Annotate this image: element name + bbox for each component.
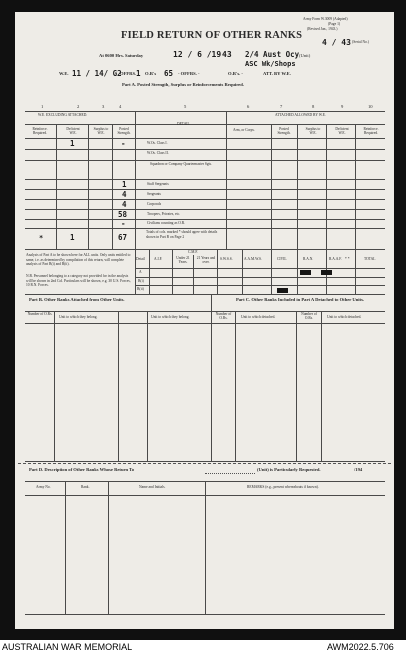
deficient-value: 1 bbox=[70, 233, 75, 242]
posted-value: - bbox=[121, 219, 126, 228]
serial-number: 4 / 43 bbox=[322, 38, 351, 47]
table-rule bbox=[25, 111, 385, 112]
head-deficient: Deficient W.E. bbox=[66, 127, 80, 135]
analysis-head-total: TOTAL bbox=[364, 257, 376, 261]
analysis-head-detail: Detail bbox=[136, 257, 145, 261]
head-reinforce-att: Reinforce. Required. bbox=[363, 127, 379, 135]
section-col-rule bbox=[296, 311, 297, 461]
ors-label: O.R's bbox=[145, 71, 157, 76]
table-rule bbox=[25, 124, 385, 125]
form-title: FIELD RETURN OF OTHER RANKS bbox=[121, 30, 303, 41]
posted-value: - bbox=[121, 139, 126, 148]
analysis-head-swss: S.W.S.S. bbox=[220, 257, 233, 261]
part-c-col-number: Number of O.Rs. bbox=[215, 312, 232, 320]
row-rule bbox=[25, 189, 385, 190]
part-c-col-unit: Unit to which detached. bbox=[241, 315, 276, 319]
perforation-line bbox=[18, 463, 391, 464]
row-detail: Squadron or Company Quartermaster Sgts. bbox=[150, 162, 212, 166]
head-surplus-att: Surplus to W.E. bbox=[305, 127, 321, 135]
section-col-rule bbox=[54, 311, 55, 461]
analysis-head-raaf: R.A.A.F. bbox=[329, 257, 342, 261]
row-detail: W.Os. Class II. bbox=[147, 151, 169, 155]
part-b-col-unit-2: Unit to which they belong. bbox=[151, 315, 190, 319]
return-date: 12 / 6 /19 bbox=[173, 50, 222, 59]
row-rule bbox=[25, 179, 385, 180]
row-rule bbox=[25, 249, 385, 250]
section-rule bbox=[25, 323, 385, 324]
head-reinforce: Reinforce. Required. bbox=[32, 127, 48, 135]
analysis-col-rule bbox=[217, 249, 218, 294]
row-detail: Civilians counting as O.R. bbox=[147, 221, 186, 225]
archive-reference: AWM2022.5.706 bbox=[327, 642, 394, 652]
archive-name: AUSTRALIAN WAR MEMORIAL bbox=[2, 642, 133, 652]
head-surplus: Surplus to W.E. bbox=[93, 127, 109, 135]
ors-value: 65 bbox=[164, 69, 174, 78]
analysis-head-cmf: C.M.F. bbox=[188, 250, 198, 254]
part-c-title: Part C. Other Ranks Included in Part A Detached to Other Units. bbox=[235, 297, 365, 302]
table-col-rule bbox=[88, 124, 89, 249]
row-detail: Totals of cols. marked * should agree with details shown in Part B on Page 2 bbox=[146, 230, 218, 239]
part-d-col-army-no: Army No. bbox=[36, 485, 51, 489]
serial-label: (Serial No.) bbox=[352, 40, 369, 44]
return-year: 43 bbox=[222, 50, 232, 59]
col-number: 5 bbox=[184, 104, 187, 109]
row-detail: W.Os. Class I. bbox=[147, 141, 168, 145]
part-d-unit-blank bbox=[205, 473, 255, 474]
part-d-col-rule bbox=[205, 481, 206, 614]
analysis-head-extra: * * bbox=[345, 257, 350, 261]
head-posted-att: Posted Strength. bbox=[277, 127, 291, 135]
posted-value: 4 bbox=[122, 200, 127, 209]
posted-value: 67 bbox=[118, 233, 128, 242]
table-col-rule bbox=[297, 124, 298, 249]
unit-subname: ASC Wk/Shops bbox=[245, 60, 296, 68]
we-value: 11 / 14/ G2 bbox=[72, 69, 122, 78]
deficient-value: 1 bbox=[70, 139, 75, 148]
analysis-head-aif: A.I.F. bbox=[154, 257, 163, 261]
col-number: 4 bbox=[119, 104, 122, 109]
row-detail: Sergeants bbox=[147, 192, 161, 196]
analysis-col-rule bbox=[242, 249, 243, 294]
reinforce-marker: * bbox=[39, 234, 44, 242]
time-label: At 0600 Hrs. Saturday bbox=[99, 53, 144, 58]
part-b-col-number: Number of O.Rs. bbox=[27, 312, 53, 316]
row-rule bbox=[25, 199, 385, 200]
part-b-title: Part B. Other Ranks Attached from Other Units. bbox=[29, 297, 125, 302]
row-detail: Staff Sergeants bbox=[147, 182, 169, 186]
section-col-rule bbox=[118, 311, 119, 461]
table-col-rule bbox=[135, 111, 136, 294]
analysis-row-label: A bbox=[139, 270, 142, 274]
section-rule bbox=[25, 461, 385, 462]
analysis-col-rule bbox=[355, 249, 356, 294]
part-c-col-number-2: Number of O.Rs. bbox=[301, 312, 317, 320]
posted-value: 1 bbox=[122, 180, 127, 189]
minus-offrs-label: - OFFRS. - bbox=[178, 71, 200, 76]
row-rule bbox=[25, 219, 385, 220]
analysis-row-label: B(ii) bbox=[137, 287, 144, 291]
table-col-rule bbox=[271, 124, 272, 249]
col-number: 2 bbox=[77, 104, 80, 109]
analysis-note-2: N.B. Personnel belonging to a category not provided for in the analysis will be shown in 2nd Col. Particulars will be shown, e.g. 30 U.S. Forces, 10 R.N. Forces. bbox=[26, 274, 131, 288]
part-d-col-rank: Rank. bbox=[81, 485, 90, 489]
part-d-col-rule bbox=[65, 481, 66, 614]
analysis-head-cmf-over: 21 Years and over. bbox=[196, 256, 216, 264]
table-col-rule bbox=[355, 124, 356, 249]
analysis-head-cmf-under: Under 21 Years. bbox=[176, 256, 190, 264]
row-rule bbox=[25, 160, 385, 161]
row-detail: Corporals bbox=[147, 202, 162, 206]
part-d-year: /194 bbox=[354, 467, 363, 472]
part-d-title: Part D. Description of Other Ranks Whose Return To bbox=[29, 467, 135, 472]
offrs-label: OFFRS. bbox=[120, 71, 137, 76]
section-col-rule bbox=[321, 311, 322, 461]
table-col-rule bbox=[56, 124, 57, 249]
part-d-col-rule bbox=[108, 481, 109, 614]
col-number: 10 bbox=[368, 104, 373, 109]
section-col-rule bbox=[147, 311, 148, 461]
row-detail: Troopers, Privates, etc. bbox=[147, 212, 181, 216]
att-label: ATT. BY W.E. bbox=[263, 71, 291, 76]
minus-ors-label: O.R's. - bbox=[228, 71, 243, 76]
archive-footer bbox=[0, 640, 406, 653]
unit-name: 2/4 Aust Ocy bbox=[245, 50, 300, 59]
part-d-unit-text: (Unit) is Particularly Requested. bbox=[257, 467, 321, 472]
head-deficient-att: Deficient W.E. bbox=[335, 127, 349, 135]
row-rule bbox=[25, 228, 385, 229]
head-arm: Arm, or Corps. bbox=[233, 128, 255, 132]
analysis-col-rule bbox=[149, 249, 150, 294]
field-return-form bbox=[15, 12, 394, 629]
col-number: 7 bbox=[280, 104, 283, 109]
table-col-rule bbox=[326, 124, 327, 249]
analysis-col-rule bbox=[172, 249, 173, 294]
form-page: (Page 1) bbox=[328, 22, 341, 26]
form-stock: (Revised Jan., 1943.) bbox=[307, 27, 338, 31]
analysis-col-rule bbox=[297, 249, 298, 294]
we-excluding-heading: W.E. EXCLUDING ATTACHED. bbox=[38, 113, 88, 117]
table-rule bbox=[25, 138, 385, 139]
posted-value: 4 bbox=[122, 190, 127, 199]
offrs-value: 1 bbox=[136, 69, 141, 78]
col-number: 3 bbox=[102, 104, 105, 109]
unit-label: (Unit) bbox=[299, 53, 311, 58]
section-divider bbox=[211, 294, 212, 461]
analysis-col-rule bbox=[193, 255, 194, 294]
analysis-row-label: B(i) bbox=[138, 279, 144, 283]
form-reference: Army Form W.3009 (Adapted) bbox=[303, 17, 348, 21]
section-col-rule bbox=[235, 311, 236, 461]
analysis-head-aamws: A.A.M.W.S. bbox=[244, 257, 262, 261]
row-rule bbox=[25, 149, 385, 150]
part-d-rule bbox=[25, 614, 385, 615]
head-posted: Posted Strength. bbox=[117, 127, 131, 135]
part-d-col-name: Name and Initials. bbox=[139, 485, 166, 489]
col-number: 6 bbox=[247, 104, 250, 109]
section-rule bbox=[25, 294, 385, 295]
col-number: 1 bbox=[41, 104, 44, 109]
posted-value: 58 bbox=[118, 210, 128, 219]
part-b-col-unit: Unit to which they belong. bbox=[59, 315, 98, 319]
analysis-head-civil: CIVIL bbox=[277, 257, 287, 261]
row-rule bbox=[25, 209, 385, 210]
we-label: W.E. bbox=[59, 71, 69, 76]
blacked-cell bbox=[277, 288, 288, 293]
part-a-title: Part A. Posted Strength, Surplus or Reinforcements Required. bbox=[122, 82, 244, 87]
section-rule bbox=[25, 311, 385, 312]
head-detail: DETAIL bbox=[177, 122, 190, 126]
analysis-note: Analysis of Part A to be shown here for ALL units. Only units entitled to same, i.e. as determined by compilation of this return, will complete analysis of Part B(i) and B(ii). bbox=[26, 253, 131, 267]
col-number: 8 bbox=[312, 104, 315, 109]
blacked-cell bbox=[321, 270, 332, 275]
part-d-col-remarks: REMARKS (e.g., present whereabouts if known). bbox=[247, 485, 319, 489]
analysis-col-rule bbox=[271, 249, 272, 294]
blacked-cell bbox=[300, 270, 311, 275]
part-c-col-unit-2: Unit to which detached. bbox=[327, 315, 362, 319]
table-col-rule bbox=[112, 124, 113, 249]
col-number: 9 bbox=[341, 104, 344, 109]
attached-allowed-heading: ATTACHED ALLOWED BY W.E. bbox=[275, 113, 326, 117]
analysis-head-ran: R.A.N. bbox=[303, 257, 314, 261]
